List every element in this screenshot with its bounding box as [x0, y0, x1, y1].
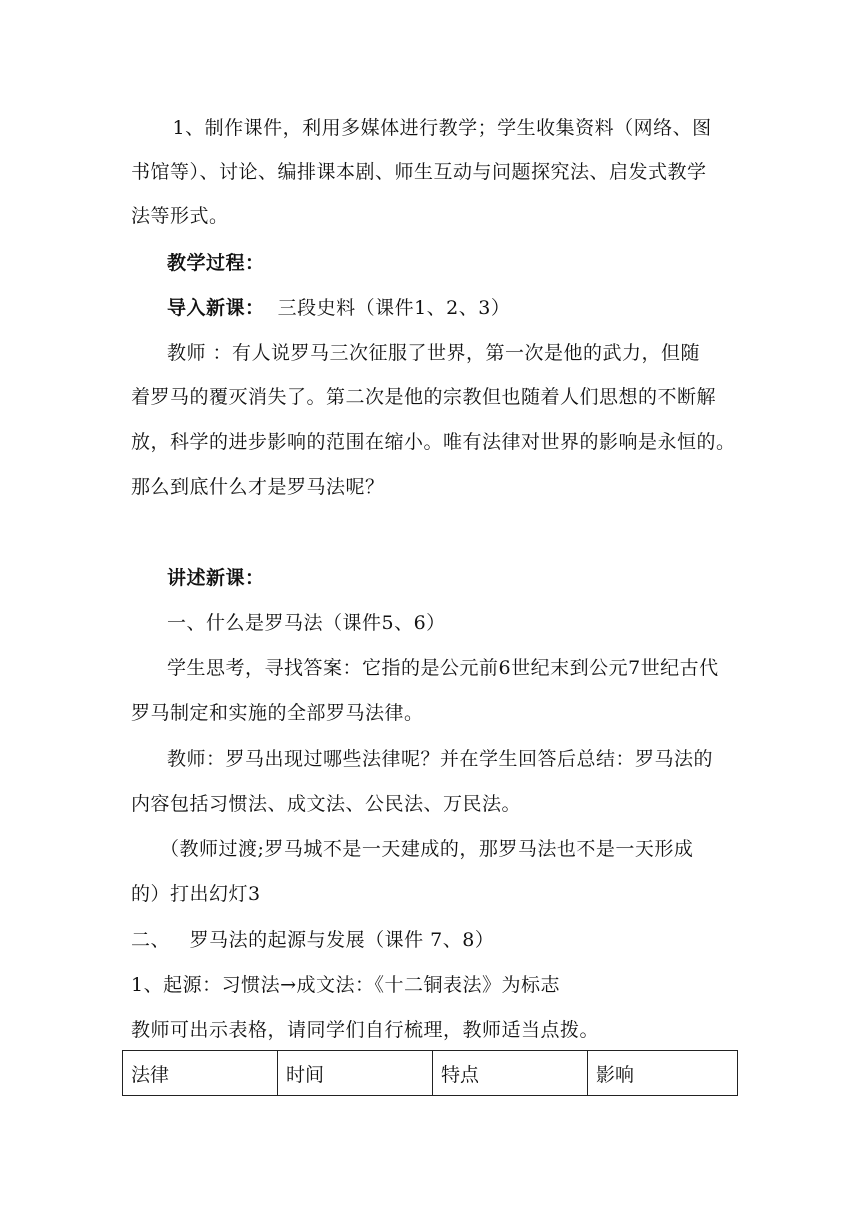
heading-teaching-process: 教学过程：: [167, 252, 265, 274]
teacher-paragraph-line1: 教师 ：有人说罗马三次征服了世界，第一次是他的武力，但随: [167, 342, 701, 364]
table-header-cell-time: 时间: [278, 1051, 433, 1096]
law-table: [122, 1050, 738, 1096]
heading-intro: 导入新课：: [167, 297, 265, 319]
teacher-summary-line2: 内容包括习惯法、成文法、公民法、万民法。: [131, 793, 522, 815]
table-header-cell-feature: 特点: [433, 1051, 588, 1096]
origin-line: 1、起源：习惯法→成文法：《十二铜表法》为标志: [131, 974, 561, 996]
intro-text: 三段史料（课件1、2、3）: [264, 297, 511, 319]
student-paragraph-line2: 罗马制定和实施的全部罗马法律。: [131, 702, 424, 724]
teacher-paragraph-line4: 那么到底什么才是罗马法呢？: [131, 476, 385, 498]
teacher-paragraph-line2: 着罗马的覆灭消失了。第二次是他的宗教但也随着人们思想的不断解: [131, 386, 717, 408]
paragraph-method-line1: 1、制作课件，利用多媒体进行教学；学生收集资料（网络、图: [166, 117, 712, 139]
table-header-cell-impact: 影响: [588, 1051, 738, 1096]
heading-new-lesson: 讲述新课：: [167, 567, 265, 589]
paragraph-method-line2: 书馆等）、讨论、编排课本剧、师生互动与问题探究法、启发式教学: [131, 161, 707, 183]
teacher-paragraph-line3: 放，科学的进步影响的范围在缩小。唯有法律对世界的影响是永恒的。: [131, 431, 736, 453]
intro-line: [167, 296, 510, 320]
table-intro-line: 教师可出示表格，请同学们自行梳理，教师适当点拨。: [131, 1019, 600, 1041]
transition-line1: （教师过渡;罗马城不是一天建成的，那罗马法也不是一天形成: [160, 838, 694, 860]
paragraph-method-line3: 法等形式。: [131, 205, 229, 227]
table-header-row: [123, 1051, 738, 1096]
transition-line2: 的）打出幻灯3: [131, 883, 261, 905]
section2-title: 二、 罗马法的起源与发展（课件 7、8）: [131, 929, 495, 951]
table-header-cell-law: 法律: [123, 1051, 278, 1096]
section1-title: 一、什么是罗马法（课件5、6）: [167, 612, 446, 634]
teacher-summary-line1: 教师：罗马出现过哪些法律呢？并在学生回答后总结：罗马法的: [167, 748, 714, 770]
student-paragraph-line1: 学生思考，寻找答案：它指的是公元前6世纪末到公元7世纪古代: [167, 657, 719, 679]
